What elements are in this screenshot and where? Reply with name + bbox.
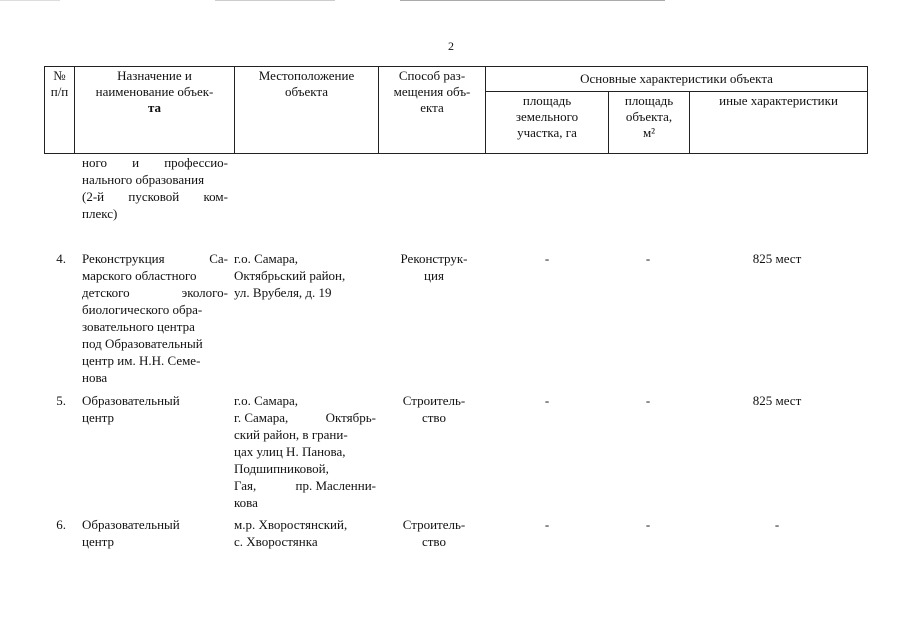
cell-object-area: - [645,393,651,408]
cell-name [82,516,228,550]
name-line-word: зовательного центра [82,319,195,334]
table-header [44,66,868,154]
location-line [234,392,376,409]
location-line-word: пр. Масленни- [295,478,376,493]
header-location-line: объекта [284,84,329,99]
cell-other-characteristics: - [774,517,780,532]
header-object-area [609,91,690,153]
cell-other-characteristics: 825 мест [752,393,802,408]
name-line-word: биологического обра- [82,302,203,317]
cell-name [82,250,228,386]
header-num-line: № [53,68,66,83]
cell-method [384,250,484,284]
method-line: ство [421,410,446,425]
location-line [234,426,376,443]
location-line-word: г. Самара, [234,410,289,425]
location-line [234,494,376,511]
name-line [82,516,228,533]
location-line [234,284,376,301]
location-line [234,460,376,477]
cell-number: 4. [56,251,66,266]
scan-edge-mark [0,0,60,1]
header-num [45,67,75,154]
name-line-word: Образовательный [82,517,180,532]
name-line [82,284,228,301]
name-line [82,409,228,426]
cell-land-area: - [544,393,550,408]
cell-name [82,392,228,426]
name-line [82,392,228,409]
location-line-word: Подшипниковой, [234,461,329,476]
header-name [75,67,235,154]
location-line-word: г.о. Самара, [234,251,298,266]
name-line-word: профессио- [164,155,228,170]
cell-location [234,250,376,301]
header-object-area-line: м² [642,124,656,140]
cell-land-area: - [544,251,550,266]
header-method-line: екта [420,100,444,115]
name-line [82,250,228,267]
header-land-area [486,91,609,153]
header-other-characteristics: иные характеристики [690,91,868,153]
method-line: Реконструк- [400,251,468,266]
cell-object-area: - [645,517,651,532]
method-line: Строитель- [402,517,466,532]
location-line-word: цах улиц Н. Панова, [234,444,346,459]
header-land-area-line: площадь [522,92,572,108]
header-name-line: Назначение и [117,68,192,83]
cell-object-area: - [645,251,651,266]
location-line-word: г.о. Самара, [234,393,298,408]
header-method-line: мещения объ- [393,84,471,99]
name-line-word: нова [82,370,108,385]
name-line-word: под Образовательный [82,336,203,351]
cell-land-area: - [544,517,550,532]
location-line-word: Октябрьский район, [234,268,346,283]
cell-method [384,392,484,426]
location-line-word: Октябрь- [325,410,376,425]
name-line [82,352,228,369]
name-line [82,154,228,171]
header-name-line: та [147,100,162,115]
name-line-word: и [132,155,140,170]
header-method [379,67,486,154]
name-line-word: ком- [203,189,228,204]
cell-number: 5. [56,393,66,408]
header-object-area-line: объекта, [625,108,673,124]
name-line-word: Реконструкция [82,251,165,266]
header-location-line: Местоположение [258,68,355,83]
page-number: 2 [448,39,454,53]
location-line [234,409,376,426]
cell-name [82,154,228,222]
method-line: Строитель- [402,393,466,408]
name-line-word: нального образования [82,172,205,187]
method-line: ство [421,534,446,549]
name-line [82,301,228,318]
cell-location [234,516,376,550]
scan-edge-mark [215,0,335,1]
location-line [234,477,376,494]
name-line-word: марского областного [82,268,197,283]
cell-number: 6. [56,517,66,532]
name-line-word: детского [82,285,130,300]
location-line-word: ул. Врубеля, д. 19 [234,285,332,300]
location-line-word: кова [234,495,258,510]
location-line [234,443,376,460]
name-line-word: Са- [209,251,228,266]
header-location [235,67,379,154]
location-line [234,516,376,533]
name-line [82,188,228,205]
header-land-area-line: участка, га [517,124,577,140]
name-line-word: ного [82,155,107,170]
cell-other-characteristics: 825 мест [752,251,802,266]
name-line-word: центр [82,410,115,425]
location-line [234,533,376,550]
name-line-word: центр [82,534,115,549]
location-line-word: м.р. Хворостянский, [234,517,348,532]
name-line [82,318,228,335]
name-line [82,335,228,352]
header-num-line: п/п [50,84,69,99]
name-line-word: (2-й [82,189,105,204]
location-line-word: Гая, [234,478,257,493]
name-line [82,533,228,550]
header-main-characteristics: Основные характеристики объекта [486,67,868,92]
header-method-line: Способ раз- [398,68,466,83]
scan-edge-mark [400,0,665,1]
header-object-area-line: площадь [624,92,674,108]
cell-method [384,516,484,550]
location-line [234,250,376,267]
name-line [82,171,228,188]
location-line [234,267,376,284]
name-line [82,267,228,284]
method-line: ция [424,268,444,283]
name-line-word: плекс) [82,206,118,221]
name-line [82,369,228,386]
location-line-word: ский район, в грани- [234,427,348,442]
header-name-line: наименование объек- [95,84,214,99]
name-line-word: пусковой [128,189,180,204]
header-land-area-line: земельного [515,108,579,124]
cell-location [234,392,376,511]
location-line-word: с. Хворостянка [234,534,318,549]
name-line-word: эколого- [181,285,228,300]
name-line-word: Образовательный [82,393,180,408]
name-line [82,205,228,222]
name-line-word: центр им. Н.Н. Семе- [82,353,201,368]
